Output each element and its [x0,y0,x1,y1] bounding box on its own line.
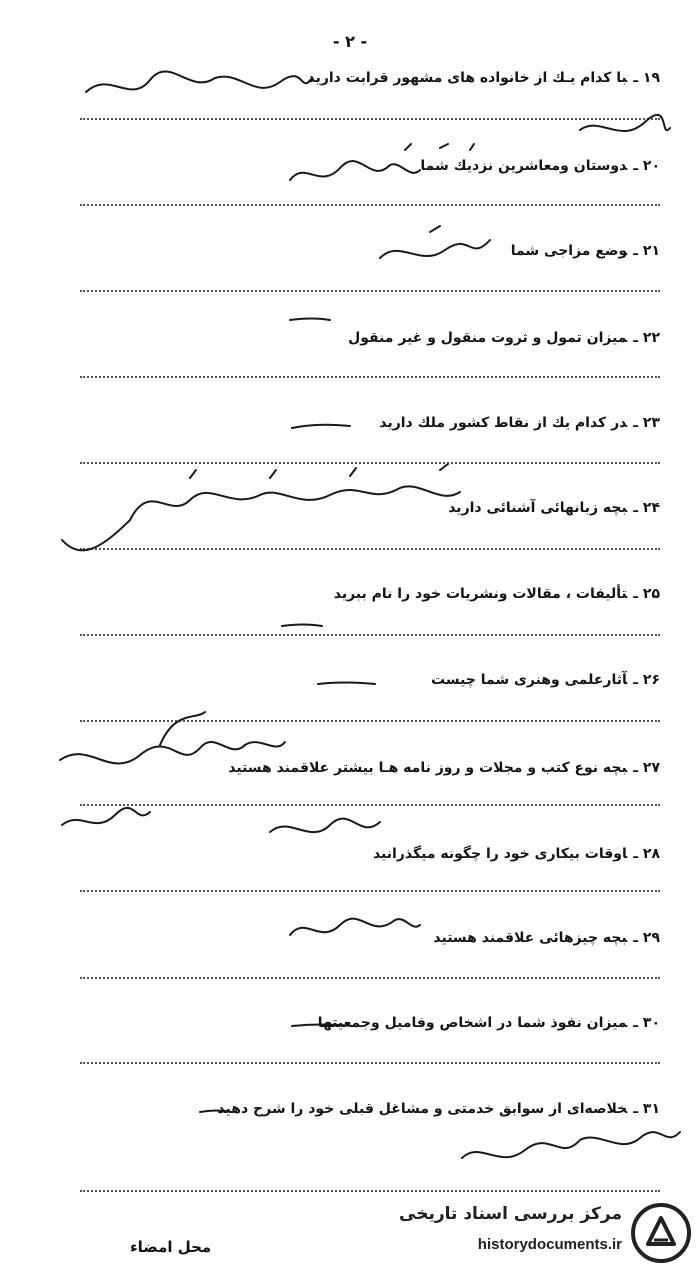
question-number: ۲۲ ـ [633,330,660,346]
question-text: آثارعلمی وهنری شما چیست [431,672,628,688]
question-text: بچه چیزهائی علاقمند هستید [433,930,628,946]
question-text: بچه زبانهائی آشنائی دارید [448,500,628,516]
watermark-title: مرکز بررسی اسناد تاریخی [399,1204,622,1224]
archive-logo-icon [630,1202,692,1264]
question-number: ۲۸ ـ [633,846,660,862]
question-text: خلاصه‌ای از سوابق خدمتی و مشاغل قبلی خود را شرح دهید [217,1101,628,1117]
question-number: ۲۶ ـ [633,672,660,688]
question-text: در کدام یك از نقاط کشور ملك دارید [379,415,628,431]
question-text: دوستان ومعاشرین نزدیك شما [420,158,628,174]
watermark-url: historydocuments.ir [477,1236,622,1253]
archive-watermark [392,1198,692,1272]
question-number: ۲۰ ـ [633,158,660,174]
signature-label: محل امضاء [130,1238,212,1256]
question-text: با کدام یـك از خانواده های مشهور قرابت دارید [307,70,628,86]
question-number: ۲۴ ـ [633,500,660,516]
question-number: ۲۷ ـ [633,760,660,776]
page-number: - ۲ - [332,32,368,51]
question-number: ۳۱ ـ [633,1101,660,1117]
question-text: اوقات بیکاری خود را چگونه میگذرانید [372,846,628,862]
question-number: ۲۱ ـ [633,243,660,259]
question-number: ۱۹ ـ [633,70,660,86]
question-number: ۳۰ ـ [633,1015,660,1031]
question-text: وضع مزاجی شما [510,243,628,259]
question-text: میزان نفوذ شما در اشخاص وفامیل وجمعیتها [317,1015,628,1031]
question-text: میزان تمول و ثروت منقول و غیر منقول [348,330,628,346]
question-text: بچه نوع کتب و مجلات و روز نامه هـا بیشتر علاقمند هستید [228,760,628,776]
question-number: ۲۹ ـ [633,930,660,946]
question-number: ۲۵ ـ [633,586,660,602]
question-text: تألیفات ، مقالات ونشریات خود را نام ببرید [333,586,628,602]
question-number: ۲۳ ـ [633,415,660,431]
